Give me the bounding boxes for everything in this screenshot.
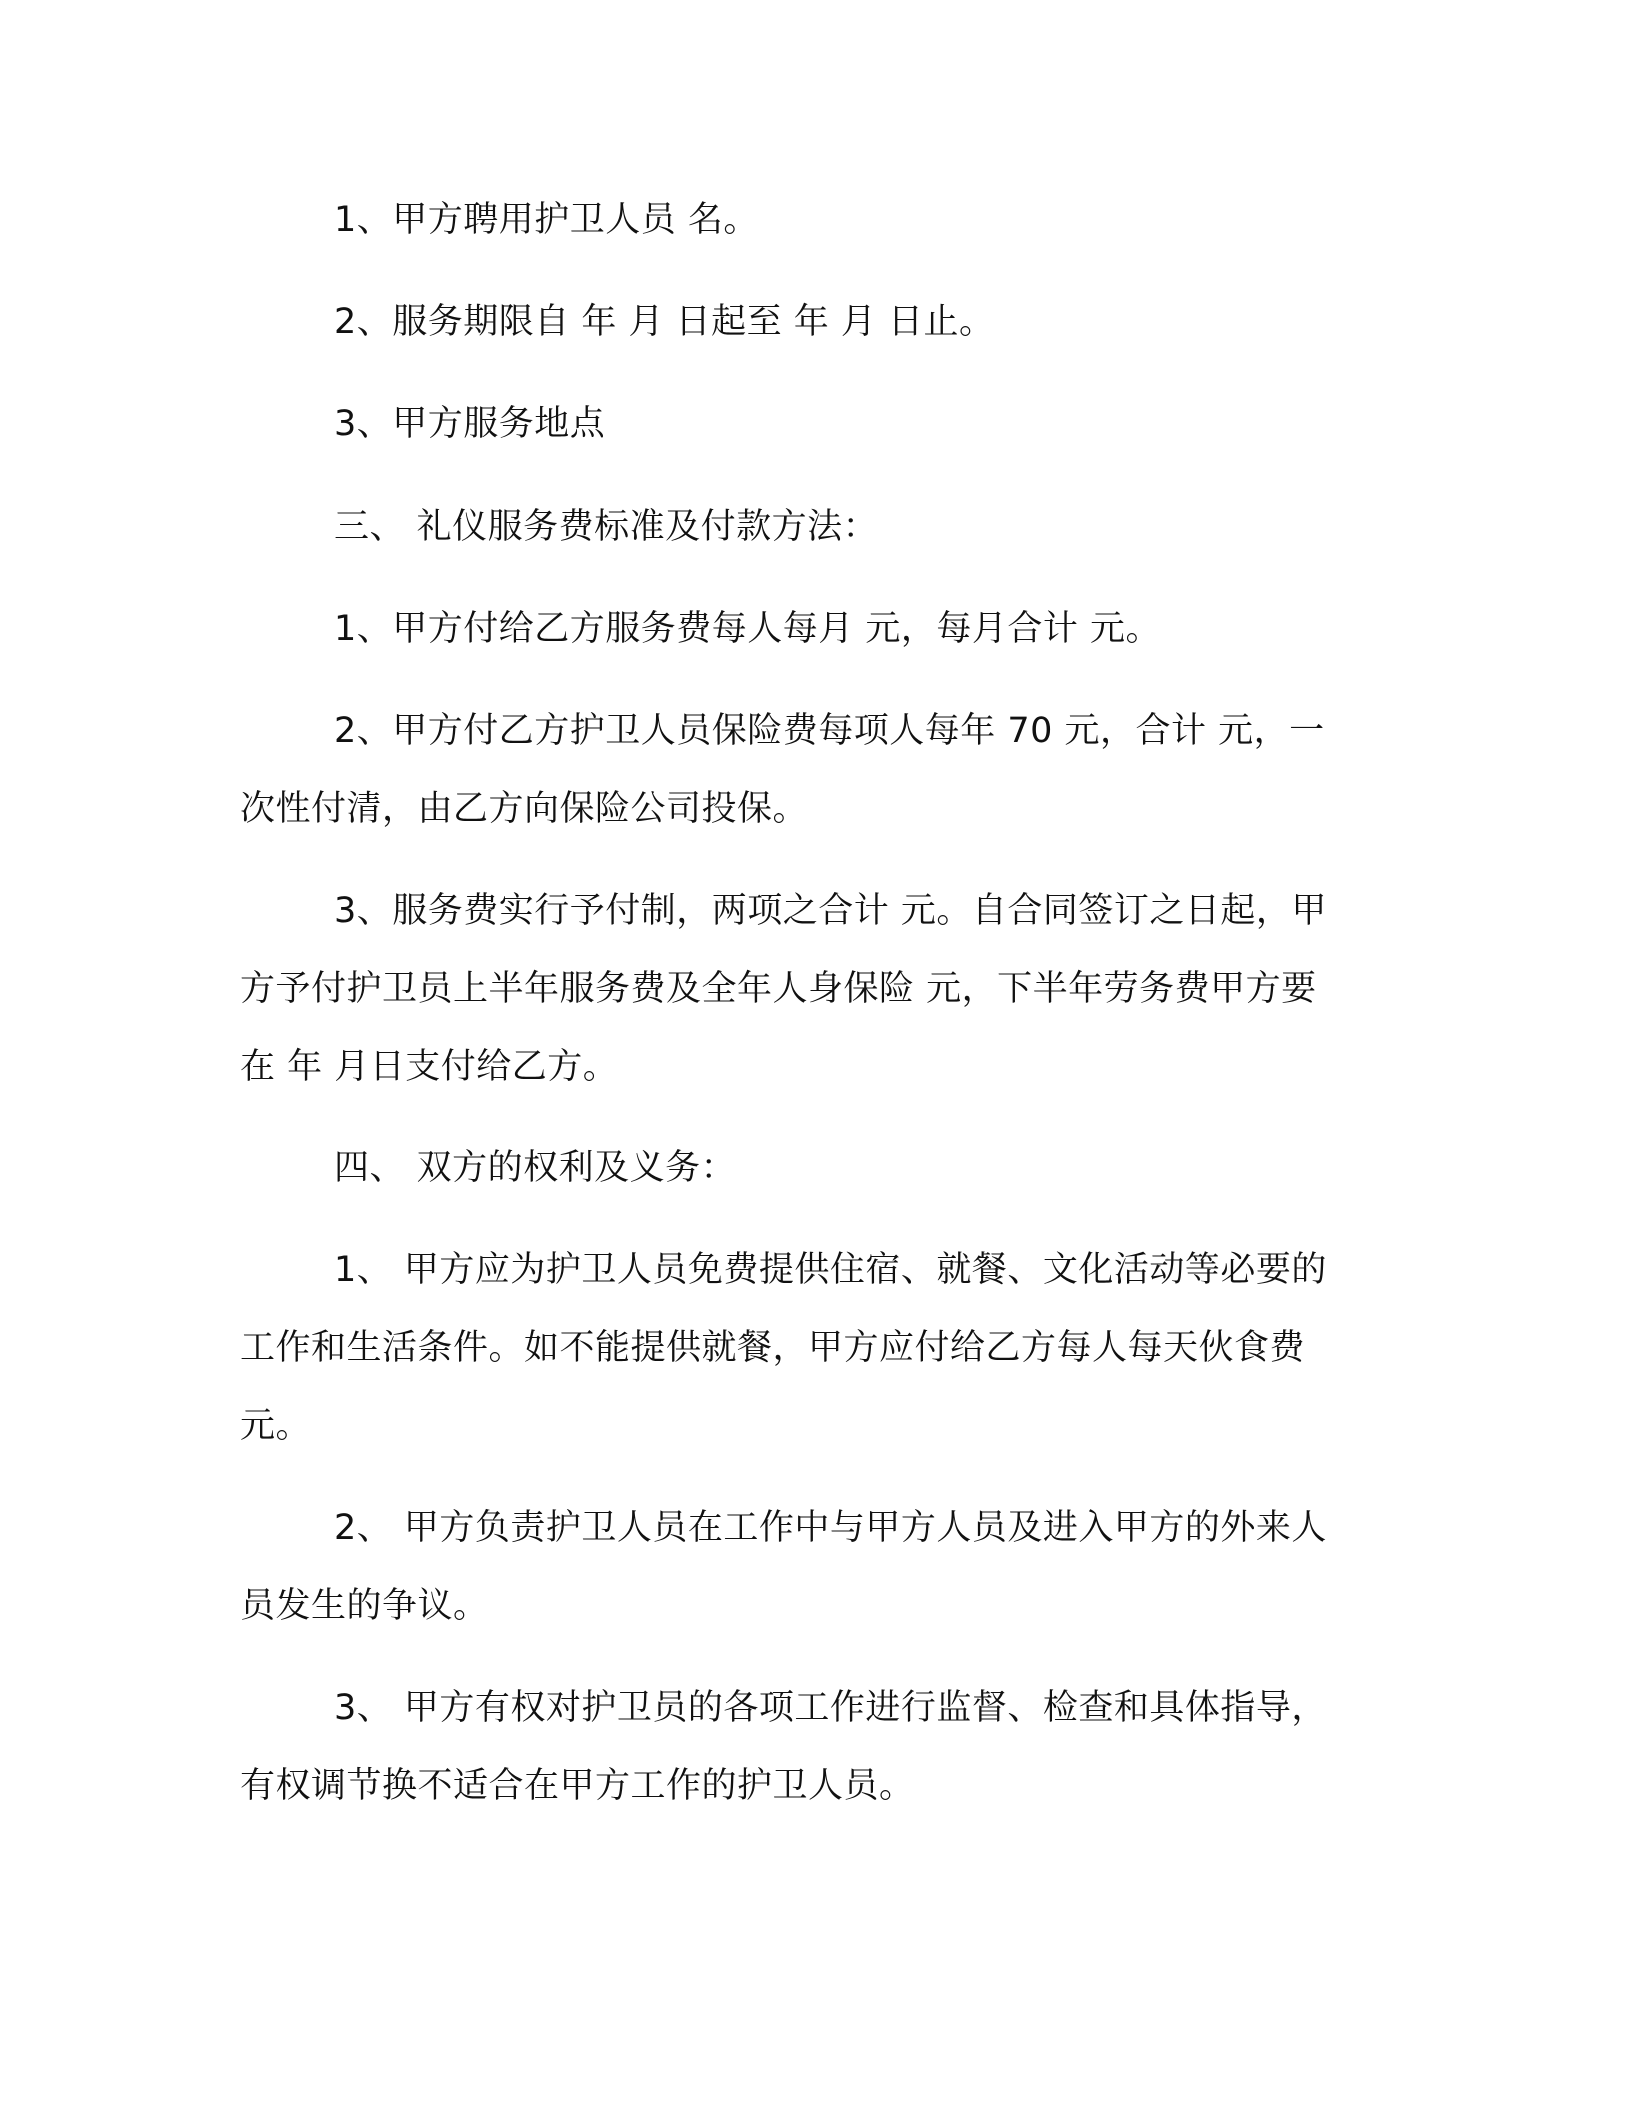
section-heading: 三、 礼仪服务费标准及付款方法： [334,507,879,547]
clause-line: 2、服务期限自 年 月 日起至 年 月 日止。 [334,302,995,342]
clause-line: 3、甲方服务地点 [334,404,606,444]
clause-line-continued: 工作和生活条件。如不能提供就餐，甲方应付给乙方每人每天伙食费 [240,1328,1306,1368]
clause-line: 1、甲方聘用护卫人员 名。 [334,200,759,240]
clause-line: 1、甲方付给乙方服务费每人每月 元，每月合计 元。 [334,609,1162,649]
clause-line: 2、 甲方负责护卫人员在工作中与甲方人员及进入甲方的外来人 [334,1508,1327,1548]
clause-line-continued: 元。 [240,1406,312,1446]
clause-line-continued: 方予付护卫员上半年服务费及全年人身保险 元，下半年劳务费甲方要 [240,969,1317,1009]
clause-line-continued: 在 年 月日支付给乙方。 [240,1047,619,1087]
clause-line: 3、 甲方有权对护卫员的各项工作进行监督、检查和具体指导， [334,1688,1327,1728]
clause-line-continued: 有权调节换不适合在甲方工作的护卫人员。 [240,1766,915,1806]
clause-line: 3、服务费实行予付制，两项之合计 元。自合同签订之日起，甲 [334,891,1327,931]
clause-line-continued: 员发生的争议。 [240,1586,489,1626]
section-heading: 四、 双方的权利及义务： [334,1148,737,1188]
clause-line: 2、甲方付乙方护卫人员保险费每项人每年 70 元，合计 元，一 [334,711,1325,751]
clause-line: 1、 甲方应为护卫人员免费提供住宿、就餐、文化活动等必要的 [334,1250,1327,1290]
clause-line-continued: 次性付清，由乙方向保险公司投保。 [240,789,809,829]
